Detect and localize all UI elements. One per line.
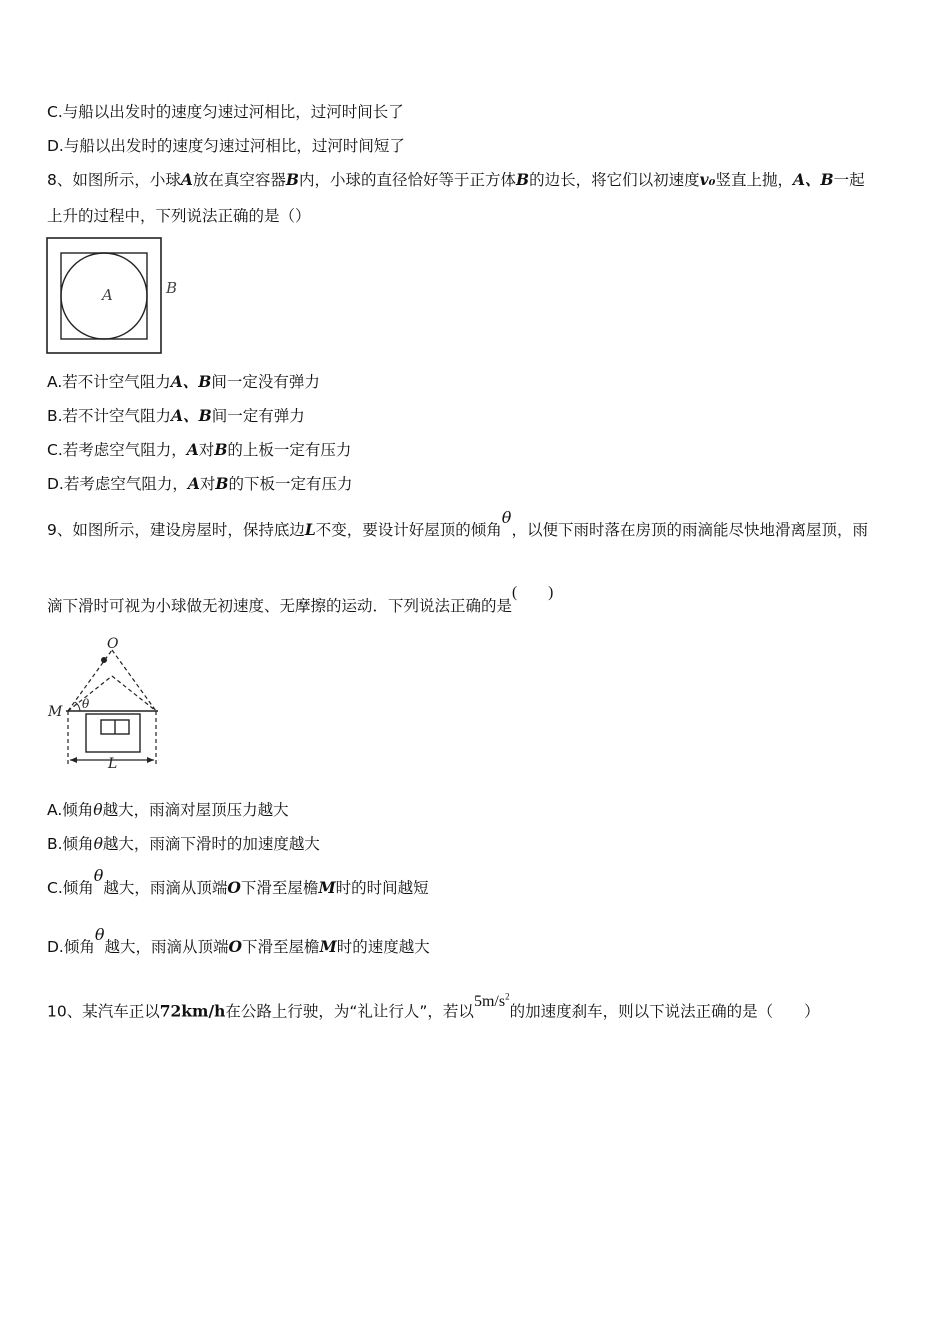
q8a-text: A.若不计空气阻力 [47, 373, 171, 391]
q8d-text: D.若考虑空气阻力， [47, 475, 188, 493]
q8d-symbol-b: B [215, 474, 229, 493]
q8-text: 放在真空容器 [192, 171, 286, 189]
q8a-text: 间一定没有弹力 [211, 373, 320, 391]
q10-text: 在公路上行驶，为“礼让行人”，若以 [225, 1002, 474, 1021]
q10-text: 的加速度刹车，则以下说法正确的是（ ） [509, 1002, 820, 1021]
q9d-symbol-m: M [319, 937, 337, 956]
q9c-text: 下滑至屋檐 [240, 879, 319, 897]
q7-option-c: C.与船以出发时的速度匀速过河相比，过河时间长了 [47, 103, 404, 121]
q8-symbol-b: B [285, 170, 300, 189]
q9-text: 不变，要设计好屋顶的倾角 [315, 521, 502, 539]
q9c-text: C.倾角 [47, 879, 94, 897]
q9-option-c [47, 866, 429, 898]
q9d-text: 下滑至屋檐 [242, 938, 320, 956]
q10-acceleration [474, 993, 510, 1010]
label-o: O [107, 636, 119, 652]
q8b-text: B.若不计空气阻力 [47, 407, 172, 425]
q9b-text: B.倾角 [47, 835, 94, 853]
q8-text: 内，小球的直径恰好等于正方体 [299, 171, 517, 189]
q9a-text: A.倾角 [47, 801, 94, 819]
q9-option-a [47, 800, 289, 820]
q8c-text: C.若考虑空气阻力， [47, 441, 187, 459]
theta-arc [75, 702, 80, 711]
q8-option-d [47, 474, 353, 494]
q8-stem-line2: 上升的过程中，下列说法正确的是（） [47, 207, 311, 225]
label-a: A [102, 286, 113, 304]
q9-option-b [47, 834, 320, 854]
dimension-arrow-right [147, 757, 154, 763]
q9b-text: 越大，雨滴下滑时的加速度越大 [102, 835, 320, 853]
q8-symbol-ab: A、B [792, 170, 834, 189]
q8-option-a [47, 372, 320, 392]
theta-symbol: θ [501, 508, 512, 527]
q8c-symbol-b: B [214, 440, 228, 459]
raindrop [101, 657, 107, 663]
theta-symbol: θ [93, 835, 103, 853]
q9-option-d [47, 925, 430, 957]
q9-figure [44, 636, 174, 772]
q8b-text: 间一定有弹力 [211, 407, 305, 425]
q9-text: 滴下滑时可视为小球做无初速度、无摩擦的运动．下列说法正确的是 [47, 597, 513, 615]
q8-symbol-b: B [516, 170, 530, 189]
q8-figure [44, 235, 194, 360]
q9d-symbol-o: O [228, 937, 243, 956]
theta-symbol: θ [93, 801, 103, 819]
q8-text: 的边长，将它们以初速度 [529, 171, 700, 189]
q9d-text: D.倾角 [47, 938, 95, 956]
q8c-text: 对 [198, 441, 215, 459]
q10-speed: 72km/h [159, 1001, 226, 1021]
q8d-symbol-a: A [187, 474, 200, 493]
q10-stem [47, 992, 820, 1022]
q9d-text: 时的速度越大 [336, 938, 430, 956]
q9c-text: 时的时间越短 [335, 879, 429, 897]
label-theta: θ [82, 697, 90, 711]
q9c-symbol-o: O [227, 878, 241, 897]
label-m: M [48, 704, 63, 720]
theta-symbol: θ [93, 866, 104, 885]
q9-text: ，以便下雨时落在房顶的雨滴能尽快地滑离屋顶，雨 [511, 521, 868, 539]
q9c-text: 越大，雨滴从顶端 [103, 879, 228, 897]
q8-symbol-a: A [180, 170, 193, 189]
q10-acceleration-exponent: 2 [505, 992, 510, 1002]
q10-text: 10、某汽车正以 [47, 1002, 160, 1021]
label-b: B [166, 279, 178, 297]
q9-stem-line1 [47, 508, 868, 540]
q9-symbol-l: L [304, 520, 316, 539]
q8-text: 竖直上抛， [715, 171, 793, 189]
q8a-symbol: A、B [170, 372, 212, 391]
q9c-symbol-m: M [318, 878, 336, 897]
q8-text: 一起 [833, 171, 865, 189]
q9d-text: 越大，雨滴从顶端 [104, 938, 229, 956]
q8d-text: 对 [199, 475, 216, 493]
dimension-arrow-left [70, 757, 77, 763]
q9-stem-line2 [47, 584, 554, 617]
q8-option-b [47, 406, 305, 426]
q8-symbol-v0: v₀ [699, 170, 716, 189]
q8-option-c [47, 440, 351, 460]
q8c-symbol-a: A [186, 440, 199, 459]
q8c-text: 的上板一定有压力 [227, 441, 352, 459]
theta-symbol: θ [94, 925, 105, 944]
q9-text: 9、如图所示，建设房屋时，保持底边 [47, 521, 305, 539]
answer-paren: ( ) [512, 584, 554, 601]
q10-acceleration-value: 5m/s [473, 993, 506, 1011]
label-l: L [108, 756, 118, 772]
q9a-text: 越大，雨滴对屋顶压力越大 [102, 801, 289, 819]
q8-text: 8、如图所示，小球 [47, 171, 181, 189]
q8d-text: 的下板一定有压力 [228, 475, 353, 493]
q8-stem-line1 [47, 170, 865, 190]
q7-option-d: D.与船以出发时的速度匀速过河相比，过河时间短了 [47, 137, 405, 155]
q8b-symbol: A、B [171, 406, 212, 425]
